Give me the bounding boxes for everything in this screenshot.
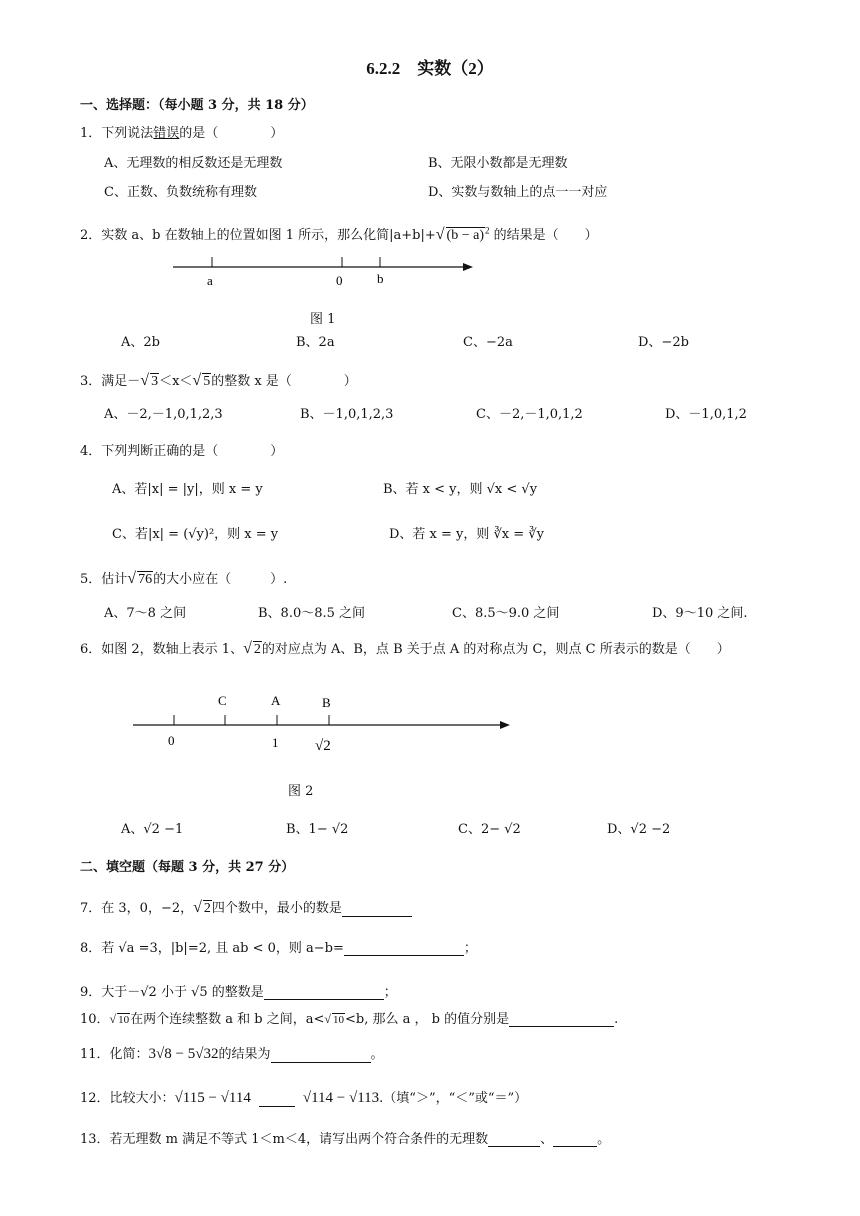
q6-text-b: 的对应点为 A、B，点 B 关于点 A 的对称点为 C，则点 C 所表示的数是（ ）	[261, 642, 730, 657]
q3-text-a: 3．满足－	[80, 374, 141, 389]
q1-underlined-word: 错误	[153, 126, 180, 141]
figure-2-number-line	[125, 688, 525, 758]
question-13	[80, 1128, 610, 1147]
q11-text-c: 。	[370, 1047, 384, 1062]
fig1-label-b: b	[377, 271, 384, 286]
q11-answer-blank[interactable]	[271, 1048, 371, 1063]
question-10: 10．√ 10在两个连续整数 a 和 b 之间，a<√ 10<b, 那么 a ， b 的值分别是 .	[80, 1012, 619, 1027]
q12-expression-2: √114 − √113	[302, 1090, 380, 1106]
q8-answer-blank[interactable]	[344, 941, 464, 956]
q10-answer-blank[interactable]	[509, 1012, 614, 1027]
fig1-label-a: a	[207, 273, 213, 288]
q3-radicand-2: 5	[203, 374, 211, 389]
q7-answer-blank[interactable]	[342, 902, 412, 917]
q4-option-d: D、若 x = y，则 ∛x = ∛y	[389, 527, 544, 542]
q1-suffix: 的是（ ）	[179, 126, 284, 141]
q10-radicand: 10	[118, 1014, 130, 1026]
q11-text-a: 11．化简：	[80, 1047, 149, 1062]
q8-text-c: ；	[463, 941, 477, 956]
q2-option-b: B、2a	[296, 335, 335, 350]
q9-text-b: ；	[383, 985, 397, 1000]
question-5: 5．估计√ 76的大小应在（ ）.	[80, 570, 288, 587]
q9-text-a: 9．大于－√2 小于 √5 的整数是	[80, 985, 264, 1000]
q2-option-d: D、−2b	[638, 335, 689, 350]
q3-option-c: C、－2,－1,0,1,2	[476, 407, 583, 422]
fig2-label-a: A	[271, 693, 281, 708]
q1-option-d: D、实数与数轴上的点一一对应	[428, 185, 608, 200]
q13-separator: 、	[540, 1132, 554, 1147]
q13-answer-blank-1[interactable]	[488, 1132, 540, 1147]
q7-radicand: 2	[203, 901, 211, 916]
q10-text-c: <b, 那么 a ， b 的值分别是	[344, 1012, 510, 1027]
q4-option-b: B、若 x < y，则 √x < √y	[383, 482, 538, 497]
q13-end: 。	[597, 1132, 611, 1147]
q1-prefix: 1．下列说法	[80, 126, 154, 141]
question-1	[80, 122, 283, 141]
q7-text-a: 7．在 3，0，−2，	[80, 901, 194, 916]
q2-option-a: A、2b	[121, 335, 160, 350]
q11-expression: 3√8 − 5√32	[148, 1046, 219, 1062]
q3-option-d: D、－1,0,1,2	[665, 407, 747, 422]
q4-option-c: C、若|x| = (√y)²，则 x = y	[112, 527, 279, 542]
q6-radicand: 2	[253, 642, 261, 657]
q3-text-b: ＜x＜	[159, 374, 193, 389]
figure-1-number-line	[165, 252, 485, 292]
question-3: 3．满足－√ 3＜x＜√ 5的整数 x 是（ ）	[80, 372, 357, 389]
q5-option-a: A、7～8 之间	[104, 606, 187, 621]
q5-option-d: D、9～10 之间.	[652, 606, 748, 621]
page-title: 6.2.2 实数（2）	[366, 59, 494, 78]
q13-answer-blank-2[interactable]	[553, 1132, 597, 1147]
fig2-label-b: B	[322, 695, 331, 710]
question-8	[80, 937, 477, 956]
question-6: 6．如图 2，数轴上表示 1、√ 2的对应点为 A、B，点 B 关于点 A 的对称点为 C，则点 C 所表示的数是（ ）	[80, 640, 730, 657]
q10-text-a: 10．	[80, 1012, 110, 1027]
question-9	[80, 981, 397, 1000]
question-7: 7．在 3，0，−2，√ 2四个数中，最小的数是	[80, 897, 412, 917]
q5-option-b: B、8.0～8.5 之间	[258, 606, 366, 621]
q2-exponent: 2	[484, 225, 490, 236]
q10-text-d: .	[614, 1012, 619, 1027]
q1-option-c: C、正数、负数统称有理数	[104, 185, 257, 200]
q3-text-c: 的整数 x 是（ ）	[211, 374, 357, 389]
fig2-label-0: 0	[168, 733, 175, 748]
question-4: 4．下列判断正确的是（ ）	[80, 444, 284, 459]
q1-option-b: B、无限小数都是无理数	[428, 156, 568, 171]
q6-text-a: 6．如图 2，数轴上表示 1、	[80, 642, 244, 657]
q2-radicand: (b − a)	[446, 228, 484, 243]
q8-text-b: |b|=2, 且 ab < 0，则 a−b=	[170, 941, 344, 956]
question-11	[80, 1043, 384, 1063]
figure-2-caption: 图 2	[288, 784, 314, 799]
q6-option-c: C、2− √2	[458, 822, 521, 837]
figure-1-caption: 图 1	[310, 312, 336, 327]
fig1-label-0: 0	[336, 273, 343, 288]
q2-option-c: C、−2a	[463, 335, 513, 350]
q4-option-a: A、若|x| = |y|，则 x = y	[112, 482, 263, 497]
section-heading-fill: 二、填空题（每题 3 分，共 27 分）	[80, 860, 295, 875]
q5-radicand: 76	[138, 572, 153, 587]
q5-text-b: 的大小应在（ ）.	[153, 572, 288, 587]
q13-text-a: 13．若无理数 m 满足不等式 1＜m＜4，请写出两个符合条件的无理数	[80, 1132, 489, 1147]
q3-option-b: B、－1,0,1,2,3	[300, 407, 394, 422]
q1-option-a: A、无理数的相反数还是无理数	[104, 156, 283, 171]
q10-radicand-2: 10	[332, 1014, 344, 1026]
q6-option-a: A、√2 −1	[121, 822, 184, 837]
fig2-label-1: 1	[272, 735, 279, 750]
fig2-label-c: C	[218, 693, 227, 708]
q12-text-b: .（填“＞”，“＜”或“＝”）	[379, 1091, 528, 1106]
q5-option-c: C、8.5～9.0 之间	[452, 606, 560, 621]
q2-suffix: 的结果是（ ）	[489, 228, 598, 243]
q9-answer-blank[interactable]	[264, 985, 384, 1000]
question-12	[80, 1087, 527, 1107]
q12-text-a: 12．比较大小：	[80, 1091, 175, 1106]
section-heading-choice: 一、选择题：（每小题 3 分，共 18 分）	[80, 98, 314, 113]
q3-radicand-1: 3	[151, 374, 159, 389]
fig2-label-sqrt2: √2	[315, 738, 331, 754]
q12-answer-blank[interactable]	[259, 1092, 295, 1107]
q8-text-a: 8．若 √a =3，	[80, 941, 171, 956]
q2-prefix: 2．实数 a、b 在数轴上的位置如图 1 所示，那么化简|a+b|+	[80, 228, 436, 243]
q10-text-b: 在两个连续整数 a 和 b 之间，a<	[130, 1012, 325, 1027]
question-2: 2．实数 a、b 在数轴上的位置如图 1 所示，那么化简|a+b|+√ $(b - a)^2$ 的结果是（ ）	[80, 225, 598, 243]
q12-expression-1: √115 − √114	[174, 1090, 251, 1106]
q3-option-a: A、－2,－1,0,1,2,3	[104, 407, 223, 422]
q6-option-d: D、√2 −2	[607, 822, 671, 837]
q11-text-b: 的结果为	[218, 1047, 271, 1062]
q6-option-b: B、1− √2	[286, 822, 349, 837]
q7-text-b: 四个数中，最小的数是	[211, 901, 342, 916]
q5-text-a: 5．估计	[80, 572, 128, 587]
